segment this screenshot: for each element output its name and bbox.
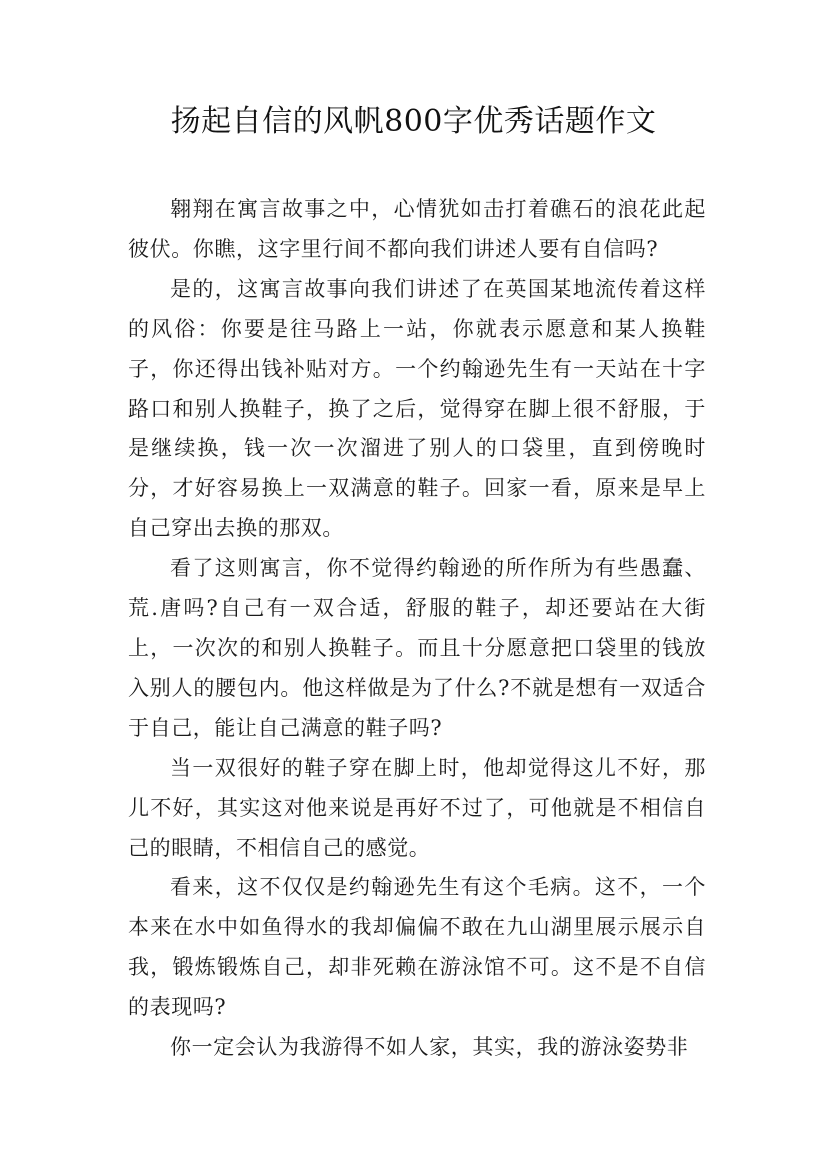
- paragraph-6: 你一定会认为我游得不如人家，其实，我的游泳姿势非: [170, 1035, 689, 1060]
- document-body: [128, 190, 706, 1068]
- paragraph-3: 看了这则寓言，你不觉得约翰逊的所作所为有些愚蠢、荒.唐吗?自己有一双合适，舒服的鞋子，却还要站在大街上，一次次的和别人换鞋子。而且十分愿意把口袋里的钱放入别人的腰包内。他这样做是为了什么?不就是想有一双适合于自己，能让自己满意的鞋子吗?: [128, 556, 706, 740]
- paragraph-4: 当一双很好的鞋子穿在脚上时，他却觉得这儿不好，那儿不好，其实这对他来说是再好不过了，可他就是不相信自己的眼睛，不相信自己的感觉。: [128, 755, 706, 860]
- paragraph-1: 翱翔在寓言故事之中，心情犹如击打着礁石的浪花此起彼伏。你瞧，这字里行间不都向我们讲述人要有自信吗?: [128, 197, 706, 261]
- document-title: 扬起自信的风帆800字优秀话题作文: [170, 104, 657, 139]
- paragraph-2: 是的，这寓言故事向我们讲述了在英国某地流传着这样的风俗：你要是往马路上一站，你就表示愿意和某人换鞋子，你还得出钱补贴对方。一个约翰逊先生有一天站在十字路口和别人换鞋子，换了之后，觉得穿在脚上很不舒服，于是继续换，钱一次一次溜进了别人的口袋里，直到傍晚时分，才好容易换上一双满意的鞋子。回家一看，原来是早上自己穿出去换的那双。: [128, 276, 706, 541]
- paragraph-5: 看来，这不仅仅是约翰逊先生有这个毛病。这不，一个本来在水中如鱼得水的我却偏偏不敢在九山湖里展示展示自我，锻炼锻炼自己，却非死赖在游泳馆不可。这不是不自信的表现吗?: [128, 875, 706, 1020]
